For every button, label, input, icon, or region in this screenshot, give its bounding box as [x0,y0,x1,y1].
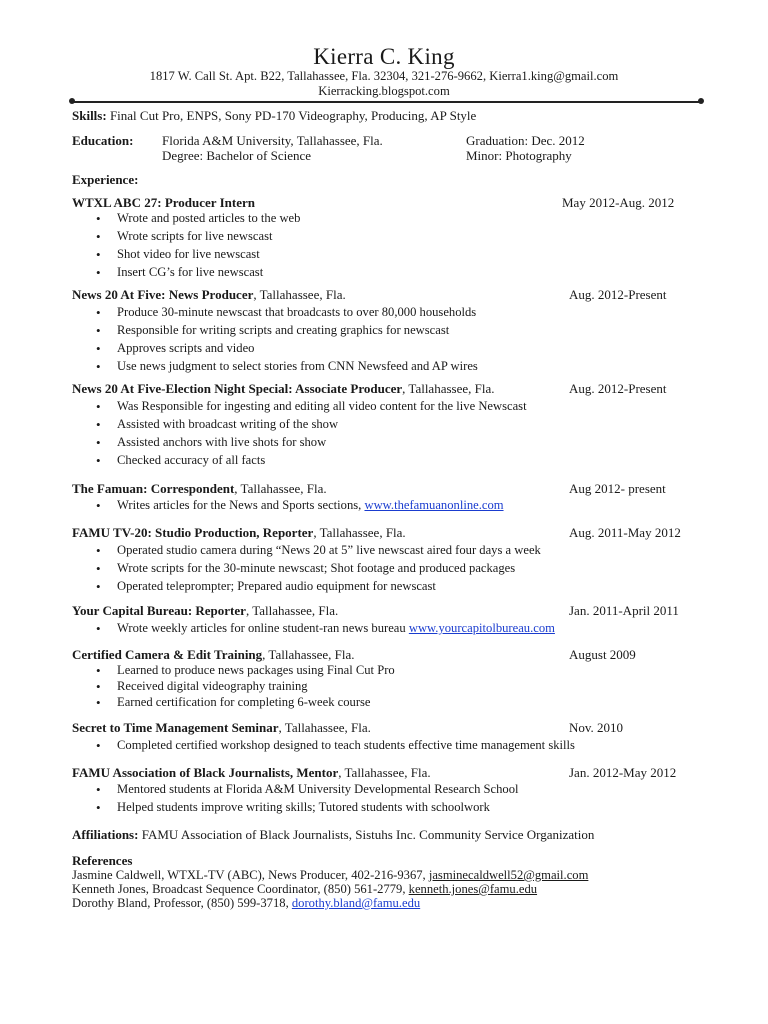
job-bullets [96,663,395,711]
header-divider [72,101,700,103]
job-date: Nov. 2010 [569,720,624,735]
job-place: , Tallahassee, Fla. [278,720,371,735]
job-date: Aug. 2011-May 2012 [569,525,681,540]
list-item: • Was Responsible for ingesting and editing all video content for the live Newscast [96,399,527,417]
job-bullets [96,782,519,818]
job-title: FAMU TV-20: Studio Production, Reporter [72,525,314,540]
skills-label: Skills: [72,108,107,123]
list-item: • Helped students improve writing skills; Tutored students with schoolwork [96,800,519,818]
bullet-text: Writes articles for the News and Sports sections, [117,498,365,512]
list-item: • Assisted with broadcast writing of the show [96,417,527,435]
job-bullets [96,543,541,597]
job-place: , Tallahassee, Fla. [253,287,346,302]
list-item: • Learned to produce news packages using Final Cut Pro [96,663,395,679]
job-title: The Famuan: Correspondent [72,481,235,496]
job-bullets [96,305,478,377]
rule-right-dot [698,98,704,104]
job-header [72,381,495,397]
job-bullets [96,738,575,756]
job-header [72,720,371,736]
job-title: Your Capital Bureau: Reporter [72,603,246,618]
list-item: • Operated studio camera during “News 20 at 5” live newscast aired four days a week [96,543,541,561]
list-item: • Completed certified workshop designed to teach students effective time management skills [96,738,575,756]
job-bullets [96,621,555,639]
job-header [72,603,338,619]
affiliations-label: Affiliations: [72,827,139,842]
reference-email[interactable]: jasminecaldwell52@gmail.com [428,868,589,882]
job-header [72,287,346,303]
list-item: • Wrote scripts for live newscast [96,229,300,247]
list-item [96,621,555,639]
skills-line [72,108,476,124]
job-title: News 20 At Five-Election Night Special: Associate Producer [72,381,403,396]
list-item: • Wrote scripts for the 30-minute newscast; Shot footage and produced packages [96,561,541,579]
famuan-link[interactable]: www.thefamuanonline.com [364,498,504,512]
job-date: May 2012-Aug. 2012 [562,195,675,210]
affiliations-line [72,827,594,843]
references-label: References [72,853,133,868]
list-item: • Approves scripts and video [96,341,478,359]
job-bullets [96,399,527,471]
list-item: • Wrote and posted articles to the web [96,211,300,229]
list-item: • Mentored students at Florida A&M University Developmental Research School [96,782,519,800]
job-date: August 2009 [569,647,636,662]
job-title: Certified Camera & Edit Training [72,647,263,662]
affiliations-text: FAMU Association of Black Journalists, Sistuhs Inc. Community Service Organization [138,827,595,842]
list-item: • Checked accuracy of all facts [96,453,527,471]
job-date: Aug 2012- present [569,481,666,496]
list-item: • Use news judgment to select stories from CNN Newsfeed and AP wires [96,359,478,377]
reference-item [72,896,420,910]
job-title: News 20 At Five: News Producer [72,287,254,302]
blog-address: Kierracking.blogspot.com [318,84,450,98]
job-header [72,647,355,663]
list-item: • Shot video for live newscast [96,247,300,265]
contact-line: 1817 W. Call St. Apt. B22, Tallahassee, Fla. 32304, 321-276-9662, Kierra1.king@gmail.com [149,69,619,83]
list-item: • Responsible for writing scripts and creating graphics for newscast [96,323,478,341]
job-bullets [96,498,504,516]
job-date: Jan. 2011-April 2011 [569,603,679,618]
capital-bureau-link[interactable]: www.yourcapitolbureau.com [408,621,555,635]
reference-email[interactable]: kenneth.jones@famu.edu [408,882,538,896]
resume-name: Kierra C. King [313,44,455,69]
job-date: Jan. 2012-May 2012 [569,765,677,780]
job-header [72,765,431,781]
reference-text: Jasmine Caldwell, WTXL-TV (ABC), News Producer, 402-216-9367, [72,868,429,882]
reference-text: Kenneth Jones, Broadcast Sequence Coordinator, (850) 561-2779, [72,882,409,896]
education-school: Florida A&M University, Tallahassee, Fla. [162,133,383,148]
reference-item [72,868,588,882]
list-item: • Operated teleprompter; Prepared audio equipment for newscast [96,579,541,597]
list-item: • Earned certification for completing 6-week course [96,695,395,711]
job-place: , Tallahassee, Fla. [245,603,339,618]
job-header [72,481,327,497]
list-item [96,498,504,516]
contact-block [0,69,768,99]
education-minor: Minor: Photography [466,148,572,163]
job-title: WTXL ABC 27: Producer Intern [72,195,255,210]
bullet-text: Wrote weekly articles for online student-ran news bureau [117,621,409,635]
job-header [72,525,406,541]
list-item: • Assisted anchors with live shots for show [96,435,527,453]
job-title: Secret to Time Management Seminar [72,720,279,735]
job-place: , Tallahassee, Fla. [234,481,327,496]
list-item: • Insert CG’s for live newscast [96,265,300,283]
experience-label: Experience: [72,172,139,187]
job-title: FAMU Association of Black Journalists, Mentor [72,765,339,780]
education-label: Education: [72,133,134,148]
job-place: , Tallahassee, Fla. [402,381,495,396]
job-place: , Tallahassee, Fla. [313,525,406,540]
job-date: Aug. 2012-Present [569,381,667,396]
reference-text: Dorothy Bland, Professor, (850) 599-3718, [72,896,292,910]
list-item: • Produce 30-minute newscast that broadcasts to over 80,000 households [96,305,478,323]
reference-email-link[interactable]: dorothy.bland@famu.edu [291,896,421,910]
job-place: , Tallahassee, Fla. [338,765,431,780]
list-item: • Received digital videography training [96,679,395,695]
education-degree: Degree: Bachelor of Science [162,148,312,163]
job-date: Aug. 2012-Present [569,287,667,302]
reference-item [72,882,537,896]
job-place: , Tallahassee, Fla. [262,647,355,662]
job-header [72,195,255,211]
job-bullets [96,211,300,283]
skills-text: Final Cut Pro, ENPS, Sony PD-170 Videography, Producing, AP Style [106,108,477,123]
education-graduation: Graduation: Dec. 2012 [466,133,585,148]
